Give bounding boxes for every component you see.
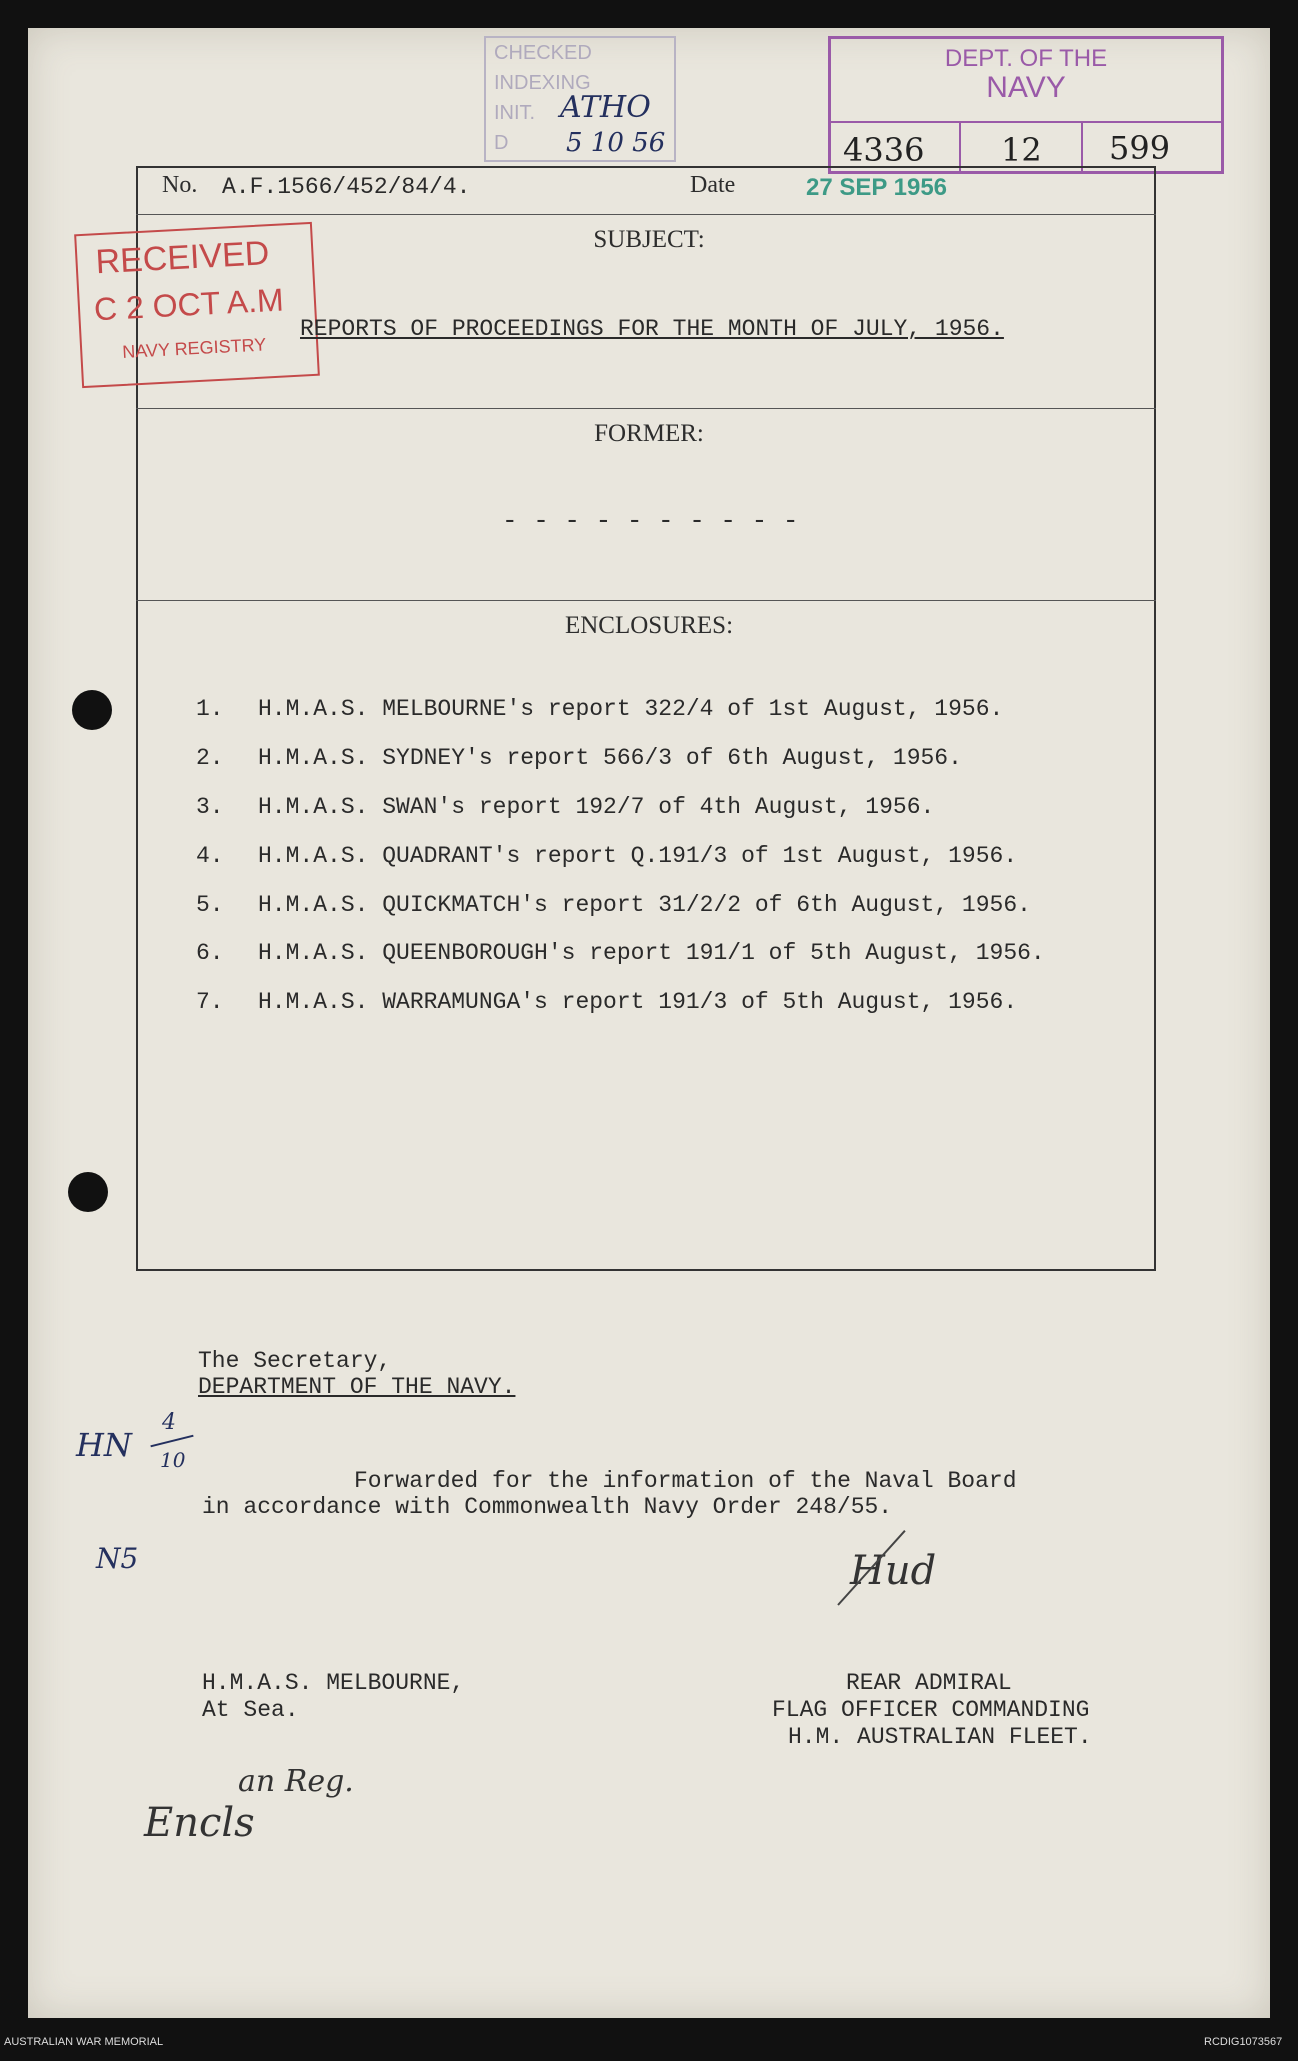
enclosure-text: H.M.A.S. QUADRANT's report Q.191/3 of 1st August, 1956. <box>258 843 1018 869</box>
dept-navy-stamp <box>828 36 1224 174</box>
enclosures-heading: ENCLOSURES: <box>564 612 734 639</box>
addressee-line2: DEPARTMENT OF THE NAVY. <box>198 1374 516 1400</box>
enclosure-num: 5. <box>196 892 224 918</box>
punch-hole-top <box>72 690 112 730</box>
indexing-line1: CHECKED <box>494 42 592 64</box>
ref-label: No. <box>162 172 198 198</box>
origin-line2: At Sea. <box>202 1697 299 1723</box>
punch-hole-bottom <box>68 1172 108 1212</box>
handwritten-hn-den: 10 <box>160 1448 186 1472</box>
handwritten-encls: Encls <box>144 1800 255 1846</box>
enclosure-text: H.M.A.S. QUEENBOROUGH's report 191/1 of 5th August, 1956. <box>258 940 1045 966</box>
addressee-line1: The Secretary, <box>198 1348 392 1374</box>
ref-number: A.F.1566/452/84/4. <box>222 174 471 200</box>
signature: Hud <box>850 1548 937 1594</box>
handwritten-n5: N5 <box>96 1542 139 1575</box>
handwritten-date: 5 10 56 <box>566 128 666 158</box>
received-line3: NAVY REGISTRY <box>121 334 267 362</box>
signatory-line3: H.M. AUSTRALIAN FLEET. <box>788 1724 1092 1750</box>
signatory-line1: REAR ADMIRAL <box>846 1670 1012 1696</box>
received-line1: RECEIVED <box>94 234 271 282</box>
footer-left: AUSTRALIAN WAR MEMORIAL <box>4 2036 164 2048</box>
enclosure-text: H.M.A.S. WARRAMUNGA's report 191/3 of 5th August, 1956. <box>258 989 1018 1015</box>
signatory-line2: FLAG OFFICER COMMANDING <box>772 1697 1090 1723</box>
indexing-line2: INDEXING <box>494 72 591 94</box>
subject-heading: SUBJECT: <box>593 226 705 253</box>
enclosure-text: H.M.A.S. SYDNEY's report 566/3 of 6th August, 1956. <box>258 745 962 771</box>
footer-right: RCDIG1073567 <box>1204 2036 1283 2048</box>
handwritten-hn-num: 4 <box>162 1410 176 1435</box>
enclosure-text: H.M.A.S. MELBOURNE's report 322/4 of 1st August, 1956. <box>258 696 1004 722</box>
navy-stamp-line1: DEPT. OF THE <box>944 45 1108 72</box>
handwritten-initials: ATHO <box>560 90 651 125</box>
received-line2: C 2 OCT A.M <box>93 281 285 328</box>
enclosure-num: 7. <box>196 989 224 1015</box>
enclosure-text: H.M.A.S. SWAN's report 192/7 of 4th August, 1956. <box>258 794 935 820</box>
enclosure-num: 2. <box>196 745 224 771</box>
enclosure-num: 4. <box>196 843 224 869</box>
enclosure-num: 1. <box>196 696 224 722</box>
handwritten-hn: HN <box>76 1426 132 1464</box>
subject-text: REPORTS OF PROCEEDINGS FOR THE MONTH OF JULY, 1956. <box>300 316 1004 342</box>
date-stamp: 27 SEP 1956 <box>806 174 948 201</box>
navy-cell-3: 599 <box>1109 129 1171 167</box>
subject-divider <box>136 408 1156 409</box>
navy-stamp-line2: NAVY <box>986 71 1066 104</box>
former-divider <box>136 600 1156 601</box>
former-text: - - - - - - - - - - <box>502 506 799 536</box>
handwritten-on-reg: an Reg. <box>238 1764 354 1799</box>
enclosure-text: H.M.A.S. QUICKMATCH's report 31/2/2 of 6th August, 1956. <box>258 892 1031 918</box>
navy-cell-1: 4336 <box>843 131 925 169</box>
header-divider <box>136 214 1156 215</box>
indexing-line3: INIT. <box>494 102 536 124</box>
navy-cell-2: 12 <box>1001 131 1042 169</box>
origin-line1: H.M.A.S. MELBOURNE, <box>202 1670 465 1696</box>
indexing-line4: D <box>494 132 509 154</box>
body-line2: in accordance with Commonwealth Navy Order 248/55. <box>202 1494 893 1520</box>
former-heading: FORMER: <box>594 420 704 447</box>
enclosure-num: 6. <box>196 940 224 966</box>
body-line1: Forwarded for the information of the Naval Board <box>354 1468 1017 1494</box>
date-label: Date <box>690 172 736 198</box>
enclosure-num: 3. <box>196 794 224 820</box>
